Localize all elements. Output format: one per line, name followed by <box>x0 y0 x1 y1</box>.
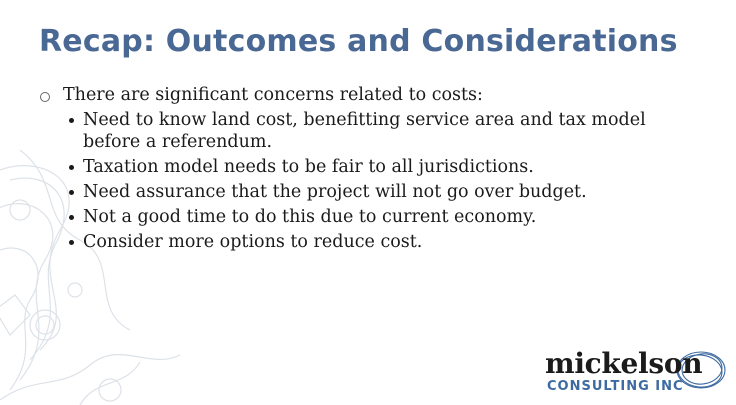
sub-bullet-text: Not a good time to do this due to current economy. <box>83 207 537 227</box>
sub-bullet-item <box>40 109 700 153</box>
sub-bullet-item <box>40 206 700 228</box>
bullet-dot-icon <box>69 118 74 123</box>
sub-bullet-text: Consider more options to reduce cost. <box>83 232 423 252</box>
company-logo <box>545 348 725 398</box>
slide-content <box>40 84 700 256</box>
bullet-dot-icon <box>69 240 74 245</box>
sub-bullet-text: Taxation model needs to be fair to all jurisdictions. <box>83 157 534 177</box>
bullet-dot-icon <box>69 190 74 195</box>
hollow-circle-bullet-icon <box>40 92 50 102</box>
logo-subtitle: CONSULTING INC <box>547 379 684 394</box>
bullet-dot-icon <box>69 165 74 170</box>
sub-bullet-item <box>40 181 700 203</box>
bullet-dot-icon <box>69 215 74 220</box>
main-bullet <box>40 84 700 106</box>
sub-bullet-item <box>40 231 700 253</box>
sub-bullet-list <box>40 109 700 253</box>
sub-bullet-text: Need to know land cost, benefitting service area and tax model before a referendum. <box>83 110 646 152</box>
main-bullet-text: There are significant concerns related to costs: <box>63 85 483 105</box>
slide-title: Recap: Outcomes and Considerations <box>39 24 678 59</box>
sub-bullet-item <box>40 156 700 178</box>
logo-name: mickelson <box>545 347 703 380</box>
sub-bullet-text: Need assurance that the project will not go over budget. <box>83 182 587 202</box>
